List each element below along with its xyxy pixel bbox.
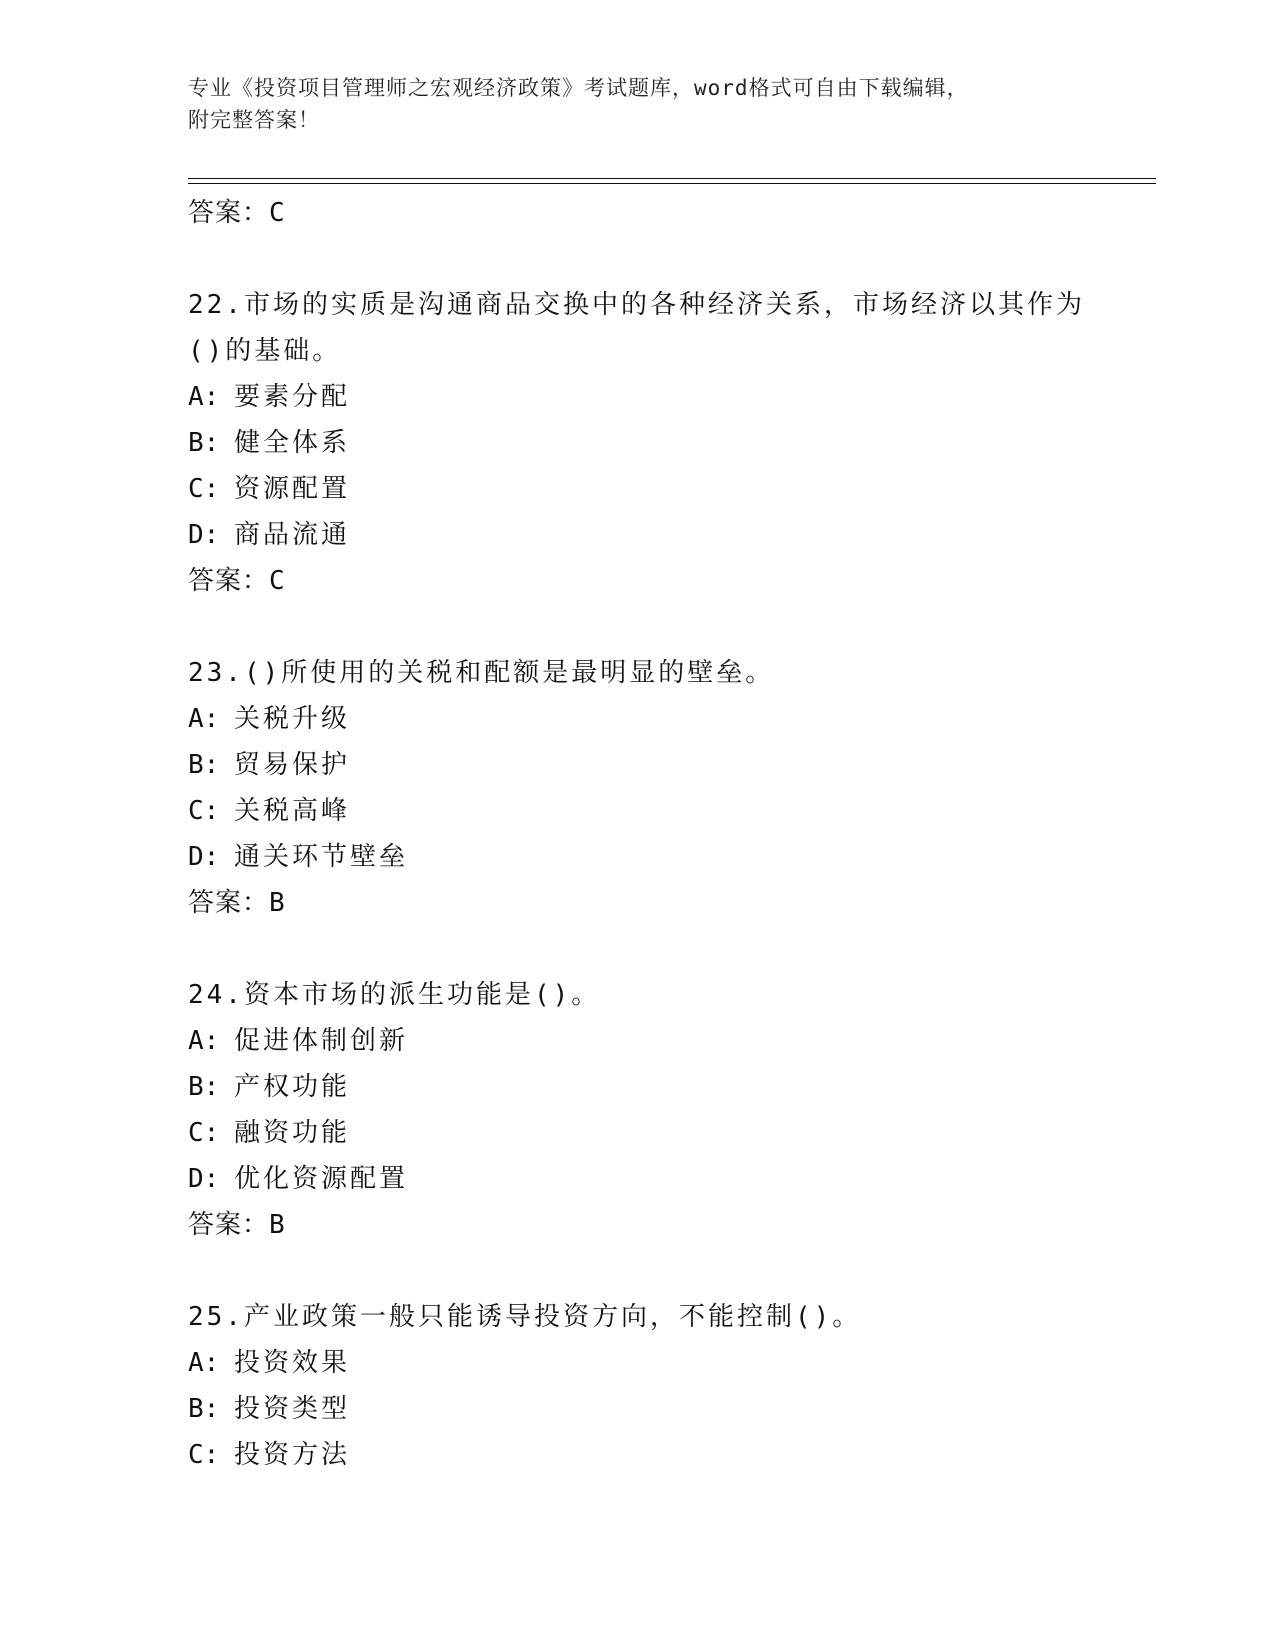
option-text: 投资方法 bbox=[234, 1440, 351, 1470]
answer-line bbox=[188, 1202, 1148, 1248]
question-stem: 24.资本市场的派生功能是()。 bbox=[188, 980, 601, 1010]
option-text: 要素分配 bbox=[234, 382, 351, 412]
option-item bbox=[188, 788, 1148, 834]
header-line-2: 附完整答案！ bbox=[188, 108, 320, 132]
document-header bbox=[188, 72, 1068, 136]
answer-label: 答案： bbox=[188, 566, 270, 596]
option-letter: A: bbox=[188, 382, 220, 412]
option-text: 资源配置 bbox=[234, 474, 351, 504]
answer-label: 答案： bbox=[188, 198, 270, 228]
question-stem: ()的基础。 bbox=[188, 336, 342, 366]
option-item bbox=[188, 374, 1148, 420]
option-item bbox=[188, 696, 1148, 742]
option-letter: D: bbox=[188, 842, 220, 872]
option-item bbox=[188, 420, 1148, 466]
option-text: 投资类型 bbox=[234, 1394, 351, 1424]
option-text: 商品流通 bbox=[234, 520, 351, 550]
option-letter: A: bbox=[188, 1026, 220, 1056]
answer-line bbox=[188, 558, 1148, 604]
option-letter: D: bbox=[188, 1164, 220, 1194]
option-item bbox=[188, 834, 1148, 880]
question-list bbox=[188, 190, 1148, 1478]
question-block bbox=[188, 1294, 1148, 1478]
option-letter: C: bbox=[188, 1118, 220, 1148]
question-stem: 25.产业政策一般只能诱导投资方向，不能控制()。 bbox=[188, 1302, 862, 1332]
option-text: 优化资源配置 bbox=[234, 1164, 409, 1194]
option-item bbox=[188, 512, 1148, 558]
answer-line bbox=[188, 880, 1148, 926]
option-letter: A: bbox=[188, 1348, 220, 1378]
answer-key: C bbox=[269, 198, 286, 228]
option-item bbox=[188, 1156, 1148, 1202]
option-letter: B: bbox=[188, 1394, 220, 1424]
answer-key: B bbox=[269, 888, 286, 918]
option-text: 关税高峰 bbox=[234, 796, 351, 826]
option-item bbox=[188, 466, 1148, 512]
answer-label: 答案： bbox=[188, 1210, 270, 1240]
question-spacer bbox=[188, 1248, 1148, 1294]
option-letter: C: bbox=[188, 796, 220, 826]
answer-label: 答案： bbox=[188, 888, 270, 918]
option-letter: C: bbox=[188, 474, 220, 504]
answer-key: C bbox=[269, 566, 286, 596]
option-item bbox=[188, 1018, 1148, 1064]
question-stem: 23.()所使用的关税和配额是最明显的壁垒。 bbox=[188, 658, 775, 688]
option-letter: C: bbox=[188, 1440, 220, 1470]
option-item bbox=[188, 1110, 1148, 1156]
question-spacer bbox=[188, 236, 1148, 282]
option-text: 促进体制创新 bbox=[234, 1026, 409, 1056]
option-text: 关税升级 bbox=[234, 704, 351, 734]
header-divider-top bbox=[188, 178, 1156, 179]
option-text: 融资功能 bbox=[234, 1118, 351, 1148]
question-spacer bbox=[188, 926, 1148, 972]
question-stem: 22.市场的实质是沟通商品交换中的各种经济关系，市场经济以其作为 bbox=[188, 290, 1085, 320]
option-item bbox=[188, 1064, 1148, 1110]
header-line-1: 专业《投资项目管理师之宏观经济政策》考试题库，word格式可自由下载编辑， bbox=[188, 76, 969, 100]
header-divider-bottom bbox=[188, 183, 1156, 184]
option-text: 产权功能 bbox=[234, 1072, 351, 1102]
answer-key: B bbox=[269, 1210, 286, 1240]
option-text: 健全体系 bbox=[234, 428, 351, 458]
option-text: 投资效果 bbox=[234, 1348, 351, 1378]
option-item bbox=[188, 1386, 1148, 1432]
option-item bbox=[188, 1432, 1148, 1478]
option-letter: D: bbox=[188, 520, 220, 550]
question-block bbox=[188, 650, 1148, 926]
option-text: 通关环节壁垒 bbox=[234, 842, 409, 872]
question-block bbox=[188, 282, 1148, 604]
option-text: 贸易保护 bbox=[234, 750, 351, 780]
option-item bbox=[188, 1340, 1148, 1386]
option-letter: B: bbox=[188, 750, 220, 780]
option-letter: A: bbox=[188, 704, 220, 734]
option-item bbox=[188, 742, 1148, 788]
answer-line bbox=[188, 190, 1148, 236]
question-block bbox=[188, 972, 1148, 1248]
option-letter: B: bbox=[188, 1072, 220, 1102]
option-letter: B: bbox=[188, 428, 220, 458]
question-spacer bbox=[188, 604, 1148, 650]
